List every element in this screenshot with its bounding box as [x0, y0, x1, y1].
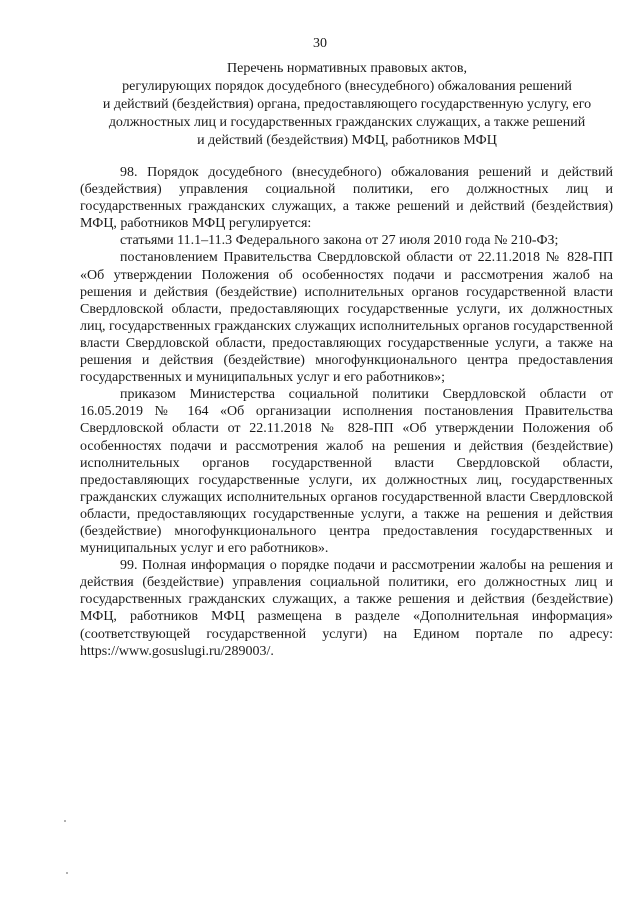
heading-line: Перечень нормативных правовых актов,	[227, 61, 467, 76]
heading-line: регулирующих порядок досудебного (внесудебного) обжалования решений	[122, 79, 572, 94]
paragraph-federal-law: статьями 11.1–11.3 Федерального закона от 27 июля 2010 года № 210-ФЗ;	[120, 233, 559, 249]
section-heading	[82, 60, 612, 150]
page-number: 30	[313, 36, 327, 51]
heading-line: и действий (бездействия) органа, предоставляющего государственную услугу, его	[102, 97, 592, 112]
scan-speck	[66, 872, 68, 874]
paragraph-99: 99. Полная информация о порядке подачи и рассмотрении жалобы на решения и действия (бездействие) управления социальной политики, его должностных лиц и государственных гражданских служащих, а также решения и действия (бездействие) МФЦ, работников МФЦ размещена в разделе «Дополнительная информация» (соответствующей государственной услуги) на Едином портале по адресу: https://www.gosuslugi.ru/289003/.	[80, 558, 613, 659]
paragraph-98: 98. Порядок досудебного (внесудебного) обжалования решений и действий (бездействия) управления социальной политики, его должностных лиц и государственных гражданских служащих, а также решений и действий (бездействия) МФЦ, работников МФЦ регулируется:	[80, 165, 613, 232]
heading-line: и действий (бездействия) МФЦ, работников МФЦ	[197, 133, 497, 148]
paragraph-government-resolution: постановлением Правительства Свердловской области от 22.11.2018 № 828-ПП «Об утверждении Положения об особенностях подачи и рассмотрения жалоб на решения и действия (бездействие) исполнительных органов государственной власти Свердловской области, предоставляющих государственные услуги, их должностных лиц, государственных гражданских служащих исполнительных органов государственной власти Свердловской области, предоставляющих государственные услуги, а также на решения и действия (бездействие) многофункционального центра предоставления государственных и муниципальных услуг и его работников»;	[80, 250, 613, 386]
document-body	[80, 164, 613, 660]
heading-line: должностных лиц и государственных гражданских служащих, а также решений	[108, 115, 586, 130]
scan-speck	[64, 820, 66, 822]
paragraph-ministry-order: приказом Министерства социальной политики Свердловской области от 16.05.2019 № 164 «Об организации исполнения постановления Правительства Свердловской области от 22.11.2018 № 828-ПП «Об утверждении Положения об особенностях подачи и рассмотрения жалоб на решения и действия (бездействие) исполнительных органов государственной власти Свердловской области, предоставляющих государственные услуги, их должностных лиц, государственных гражданских служащих исполнительных органов государственной власти Свердловской области, предоставляющих государственные услуги, а также на решения и действия (бездействие) многофункционального центра предоставления государственных и муниципальных услуг и его работников».	[80, 387, 613, 557]
